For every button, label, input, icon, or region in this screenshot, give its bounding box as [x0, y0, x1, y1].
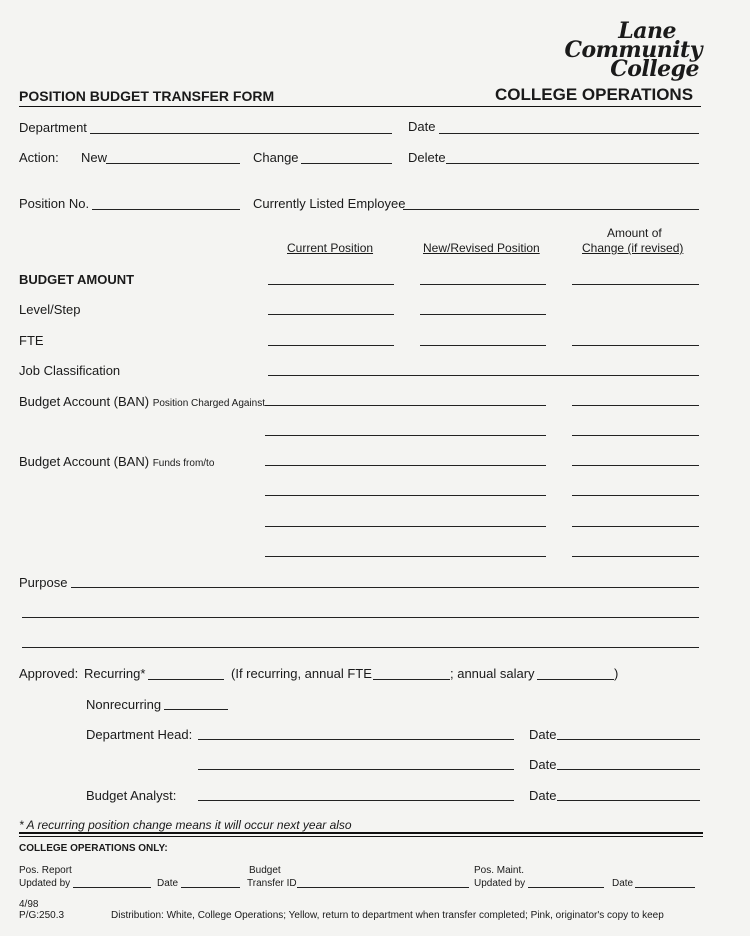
change-label: Change — [253, 150, 299, 165]
distribution-note: Distribution: White, College Operations; Yellow, return to department when transfer completed; Pink, originator's copy to keep — [111, 910, 664, 921]
ban-funds-field-1[interactable] — [265, 465, 546, 466]
department-field[interactable] — [90, 133, 392, 134]
purpose-field-1[interactable] — [71, 587, 699, 588]
ban-funds-text: Budget Account (BAN) — [19, 454, 150, 469]
ban-funds-label — [19, 454, 214, 469]
ban-funds-change-1[interactable] — [572, 465, 699, 466]
ban-charged-text: Budget Account (BAN) — [19, 394, 150, 409]
purpose-field-3[interactable] — [22, 647, 699, 648]
department-head-field-2[interactable] — [198, 769, 514, 770]
logo-line-3: College — [610, 56, 699, 82]
ban-charged-field-2[interactable] — [265, 435, 546, 436]
approved-label: Approved: — [19, 666, 79, 681]
recurring-label: Recurring* — [84, 666, 146, 681]
fte-change[interactable] — [572, 345, 699, 346]
fte-current[interactable] — [268, 345, 394, 346]
ban-charged-change-2[interactable] — [572, 435, 699, 436]
ops-rule-bottom — [19, 836, 703, 837]
logo-line-2: Community — [564, 37, 702, 63]
pos-report-label: Pos. Report — [19, 865, 72, 876]
position-no-field[interactable] — [92, 209, 240, 210]
col-amount-line1: Amount of — [607, 226, 662, 240]
budget-label: Budget — [249, 865, 281, 876]
ban-funds-change-2[interactable] — [572, 495, 699, 496]
pos-maint-date-field[interactable] — [635, 887, 695, 888]
department-head-date-label: Date — [529, 727, 557, 742]
department-label: Department — [19, 120, 87, 135]
level-step-new[interactable] — [420, 314, 546, 315]
ban-funds-field-2[interactable] — [265, 495, 546, 496]
transfer-id-label: Transfer ID — [247, 878, 297, 889]
budget-analyst-label: Budget Analyst: — [86, 788, 177, 803]
department-head-date-field-2[interactable] — [557, 769, 700, 770]
department-head-date-field-1[interactable] — [557, 739, 700, 740]
level-step-current[interactable] — [268, 314, 394, 315]
date-field[interactable] — [439, 133, 699, 134]
pos-maint-label: Pos. Maint. — [474, 865, 525, 876]
job-classification-label: Job Classification — [19, 363, 121, 378]
annual-salary-field[interactable] — [537, 679, 614, 680]
pos-report-date-label: Date — [157, 878, 179, 889]
budget-amount-label: BUDGET AMOUNT — [19, 272, 135, 287]
new-label: New — [81, 150, 108, 165]
form-code: P/G:250.3 — [19, 910, 65, 921]
currently-listed-label: Currently Listed Employee — [253, 196, 406, 211]
ban-funds-field-4[interactable] — [265, 556, 546, 557]
nonrecurring-field[interactable] — [164, 709, 228, 710]
pos-maint-date-label: Date — [612, 878, 634, 889]
recurring-footnote: * A recurring position change means it will occur next year also — [19, 818, 352, 832]
pos-report-updated-by-label: Updated by — [19, 878, 71, 889]
budget-amount-current[interactable] — [268, 284, 394, 285]
delete-field[interactable] — [446, 163, 699, 164]
transfer-id-field[interactable] — [297, 887, 469, 888]
pos-report-updated-by-field[interactable] — [73, 887, 151, 888]
form-title: POSITION BUDGET TRANSFER FORM — [19, 88, 275, 104]
nonrecurring-label: Nonrecurring — [86, 697, 162, 712]
col-current-position: Current Position — [287, 241, 374, 255]
revision-date: 4/98 — [19, 899, 39, 910]
currently-listed-field[interactable] — [403, 209, 699, 210]
budget-amount-change[interactable] — [572, 284, 699, 285]
recurring-field[interactable] — [148, 679, 224, 680]
department-head-label: Department Head: — [86, 727, 193, 742]
ops-title: COLLEGE OPERATIONS ONLY: — [19, 843, 168, 854]
pos-report-date-field[interactable] — [181, 887, 240, 888]
date-label: Date — [408, 119, 436, 134]
pos-maint-updated-by-label: Updated by — [474, 878, 526, 889]
budget-analyst-date-label: Date — [529, 788, 557, 803]
change-field[interactable] — [301, 163, 392, 164]
department-head-field-1[interactable] — [198, 739, 514, 740]
department-head-date-label-2: Date — [529, 757, 557, 772]
close-paren: ) — [614, 666, 619, 681]
ban-charged-change-1[interactable] — [572, 405, 699, 406]
position-no-label: Position No. — [19, 196, 90, 211]
budget-amount-new[interactable] — [420, 284, 546, 285]
college-logo — [564, 18, 702, 82]
ban-charged-note: Position Charged Against — [152, 398, 265, 409]
ban-charged-label — [19, 394, 265, 409]
purpose-label: Purpose — [19, 575, 68, 590]
ban-funds-note: Funds from/to — [152, 458, 215, 469]
header-rule — [19, 106, 701, 107]
if-recurring-fte-label: (If recurring, annual FTE — [231, 666, 372, 681]
purpose-field-2[interactable] — [22, 617, 699, 618]
ban-charged-field-1[interactable] — [265, 405, 546, 406]
action-label: Action: — [19, 150, 59, 165]
col-amount-line2: Change (if revised) — [582, 241, 684, 255]
ban-funds-field-3[interactable] — [265, 526, 546, 527]
section-title: COLLEGE OPERATIONS — [495, 85, 694, 104]
budget-analyst-field[interactable] — [198, 800, 514, 801]
delete-label: Delete — [408, 150, 446, 165]
job-classification-field[interactable] — [268, 375, 699, 376]
pos-maint-updated-by-field[interactable] — [528, 887, 604, 888]
ban-funds-change-3[interactable] — [572, 526, 699, 527]
level-step-label: Level/Step — [19, 302, 81, 317]
fte-label: FTE — [19, 333, 44, 348]
new-field[interactable] — [106, 163, 240, 164]
budget-analyst-date-field[interactable] — [557, 800, 700, 801]
annual-fte-field[interactable] — [373, 679, 450, 680]
ban-funds-change-4[interactable] — [572, 556, 699, 557]
logo-line-1: Lane — [618, 18, 676, 44]
col-new-revised-position: New/Revised Position — [423, 241, 540, 255]
annual-salary-label: ; annual salary — [450, 666, 535, 681]
fte-new[interactable] — [420, 345, 546, 346]
ops-rule-top — [19, 832, 703, 834]
